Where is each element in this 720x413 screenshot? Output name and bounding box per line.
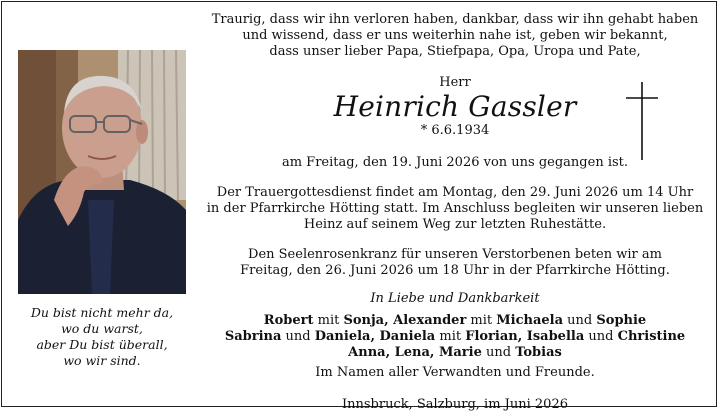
connector: und xyxy=(584,329,618,344)
mourner-names: Tobias xyxy=(515,345,562,360)
connector: mit xyxy=(313,313,344,328)
mourner-names: Sabrina xyxy=(224,329,282,344)
connector: und xyxy=(563,313,597,328)
notice-text xyxy=(206,12,704,413)
mourner-names: Florian, Isabella xyxy=(465,329,585,344)
poem-line: wo wir sind. xyxy=(63,353,141,368)
intro-line: Traurig, dass wir ihn verloren haben, dankbar, dass wir ihn gehabt haben xyxy=(211,12,699,27)
mourners-line xyxy=(206,345,704,361)
service-line: in der Pfarrkirche Hötting statt. Im Anschluss begleiten wir unseren lieben xyxy=(206,201,704,216)
mourner-names: Sonja, Alexander xyxy=(343,313,467,328)
relatives-line: Im Namen aller Verwandten und Freunde. xyxy=(315,365,595,380)
poem-line: aber Du bist überall, xyxy=(36,337,168,352)
rosary-line: Den Seelenrosenkranz für unseren Verstorbenen beten wir am xyxy=(248,247,662,262)
portrait-photo xyxy=(18,50,186,294)
birth-date: * 6.6.1934 xyxy=(420,123,490,138)
intro-line: dass unser lieber Papa, Stiefpapa, Opa, Uropa und Pate, xyxy=(269,44,641,59)
connector: und xyxy=(281,329,315,344)
connector: mit xyxy=(466,313,497,328)
poem-line: wo du warst, xyxy=(61,321,143,336)
service-line: Der Trauergottesdienst findet am Montag, den 29. Juni 2026 um 14 Uhr xyxy=(216,185,694,200)
connector: und xyxy=(481,345,516,360)
mourners-line xyxy=(206,329,704,345)
mourner-names: Robert xyxy=(263,313,314,328)
mourner-names: Michaela xyxy=(496,313,564,328)
mourners-line xyxy=(206,313,704,329)
place-date: Innsbruck, Salzburg, im Juni 2026 xyxy=(342,397,568,412)
connector: mit xyxy=(435,329,466,344)
closing-phrase: In Liebe und Dankbarkeit xyxy=(370,291,540,306)
death-date: am Freitag, den 19. Juni 2026 von uns gegangen ist. xyxy=(281,155,629,170)
deceased-name: Heinrich Gassler xyxy=(333,90,577,123)
rosary-line: Freitag, den 26. Juni 2026 um 18 Uhr in der Pfarrkirche Hötting. xyxy=(240,263,670,278)
mourner-names: Christine xyxy=(617,329,686,344)
mourner-names: Sophie xyxy=(596,313,647,328)
service-line: Heinz auf seinem Weg zur letzten Ruhestätte. xyxy=(303,217,607,232)
poem-line: Du bist nicht mehr da, xyxy=(30,305,174,320)
intro-line: und wissend, dass er uns weiterhin nahe ist, geben wir bekannt, xyxy=(242,28,668,43)
mourner-names: Anna, Lena, Marie xyxy=(348,345,482,360)
mourner-names: Daniela, Daniela xyxy=(314,329,436,344)
salutation: Herr xyxy=(439,75,471,90)
poem xyxy=(18,305,186,369)
